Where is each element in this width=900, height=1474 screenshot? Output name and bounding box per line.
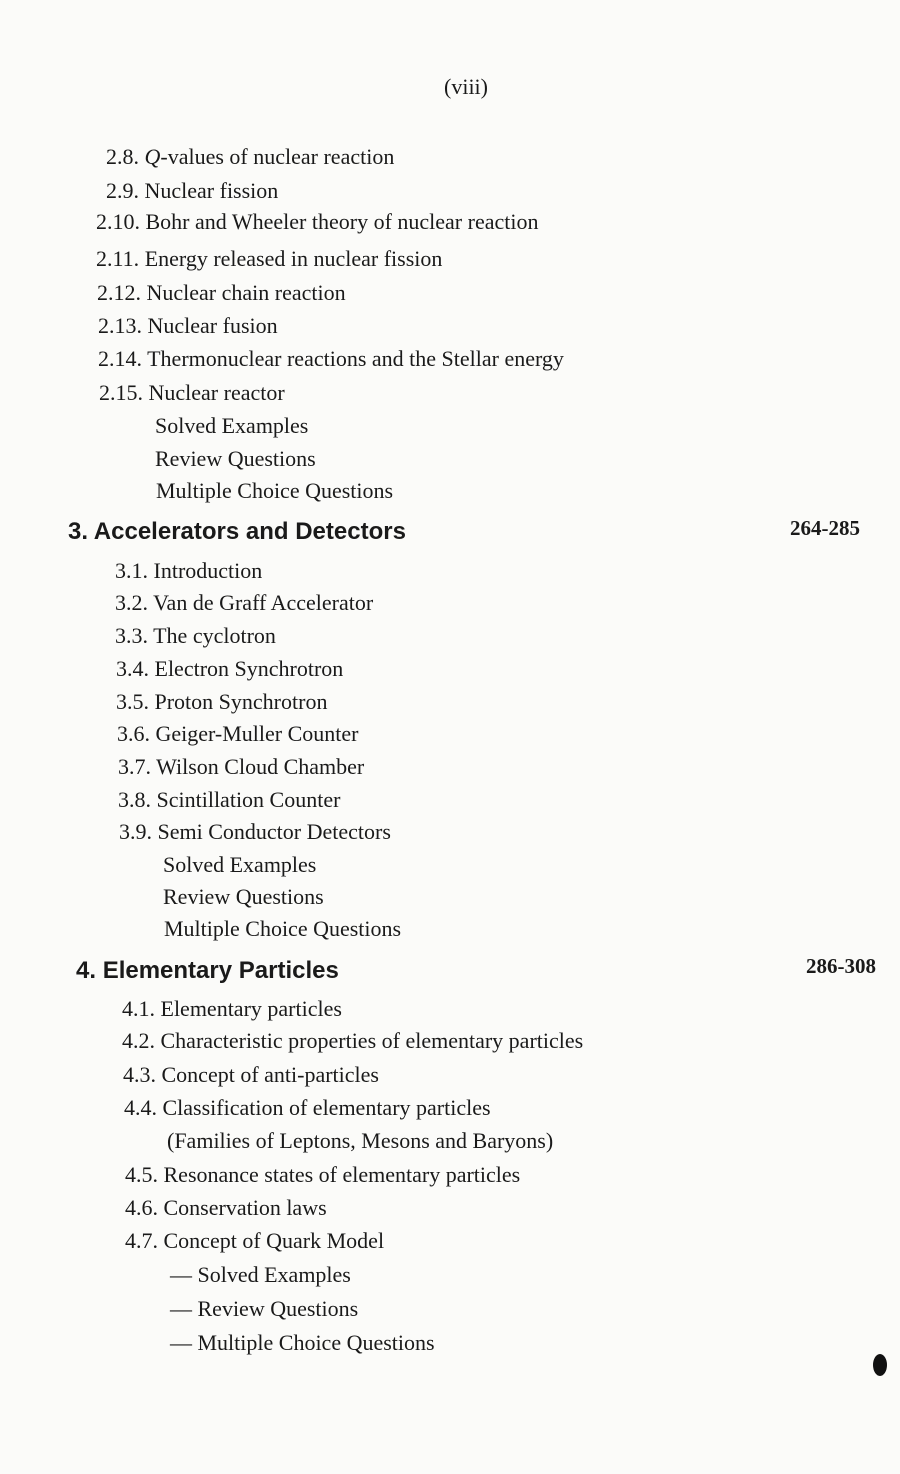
toc-item-4-4-subtitle: (Families of Leptons, Mesons and Baryons) — [167, 1128, 554, 1153]
chapter-heading-4: 4. Elementary Particles — [76, 957, 339, 984]
toc-item-4-7: 4.7. Concept of Quark Model — [125, 1228, 385, 1253]
toc-item-3-9: 3.9. Semi Conductor Detectors — [119, 819, 391, 844]
toc-extra-solved-examples: — Solved Examples — [170, 1262, 351, 1287]
chapter-page-range-3: 264-285 — [790, 516, 860, 540]
toc-extra-solved-examples: Solved Examples — [163, 852, 317, 877]
toc-item-4-1: 4.1. Elementary particles — [122, 996, 342, 1021]
toc-extra-solved-examples: Solved Examples — [155, 413, 309, 438]
toc-item-3-7: 3.7. Wilson Cloud Chamber — [118, 754, 365, 779]
toc-extra-mcq: Multiple Choice Questions — [164, 916, 402, 941]
chapter-page-range-4: 286-308 — [806, 954, 876, 978]
toc-extra-mcq: — Multiple Choice Questions — [170, 1330, 435, 1355]
toc-item-3-8: 3.8. Scintillation Counter — [118, 787, 341, 812]
toc-extra-review-questions: Review Questions — [155, 446, 316, 471]
toc-item-2-9: 2.9. Nuclear fission — [106, 178, 279, 203]
toc-item-3-2: 3.2. Van de Graff Accelerator — [115, 590, 374, 615]
toc-extra-mcq: Multiple Choice Questions — [156, 478, 394, 503]
page-number: (viii) — [444, 74, 488, 99]
toc-item-2-12: 2.12. Nuclear chain reaction — [97, 280, 346, 305]
toc-item-2-13: 2.13. Nuclear fusion — [98, 313, 278, 338]
toc-item-3-6: 3.6. Geiger-Muller Counter — [117, 721, 359, 746]
toc-item-3-5: 3.5. Proton Synchrotron — [116, 689, 328, 714]
chapter-heading-3: 3. Accelerators and Detectors — [68, 518, 406, 545]
toc-item-2-15: 2.15. Nuclear reactor — [99, 380, 285, 405]
toc-item-3-3: 3.3. The cyclotron — [115, 623, 276, 648]
toc-item-4-3: 4.3. Concept of anti-particles — [123, 1062, 379, 1087]
toc-item-4-5: 4.5. Resonance states of elementary particles — [125, 1162, 521, 1187]
toc-item-2-8: 2.8. Q-values of nuclear reaction — [106, 144, 395, 169]
toc-item-4-2: 4.2. Characteristic properties of elementary particles — [122, 1028, 584, 1053]
toc-item-3-1: 3.1. Introduction — [115, 558, 263, 583]
toc-item-3-4: 3.4. Electron Synchrotron — [116, 656, 344, 681]
toc-item-2-11: 2.11. Energy released in nuclear fission — [96, 246, 443, 271]
toc-item-2-14: 2.14. Thermonuclear reactions and the Stellar energy — [98, 346, 564, 371]
toc-extra-review-questions: Review Questions — [163, 884, 324, 909]
toc-item-4-4: 4.4. Classification of elementary particles — [124, 1095, 491, 1120]
ink-dot-mark — [873, 1354, 887, 1376]
toc-item-4-6: 4.6. Conservation laws — [125, 1195, 327, 1220]
toc-extra-review-questions: — Review Questions — [170, 1296, 359, 1321]
toc-item-2-10: 2.10. Bohr and Wheeler theory of nuclear reaction — [96, 209, 539, 234]
